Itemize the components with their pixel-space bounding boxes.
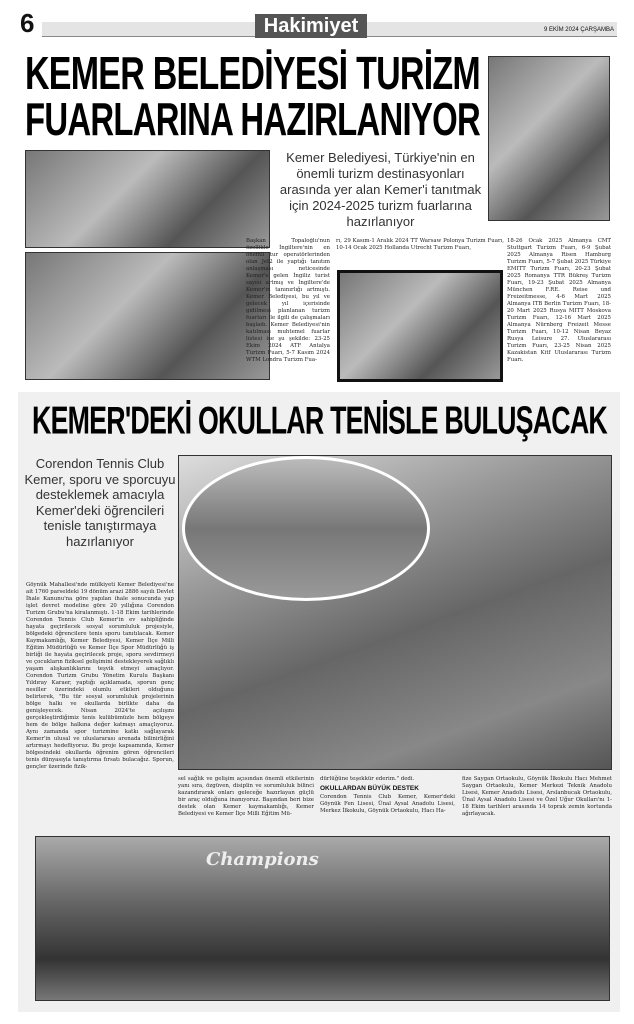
champions-banner-text: Champions — [206, 849, 319, 870]
photo-officials — [337, 270, 503, 382]
article-1-col2: rı, 29 Kasım-1 Aralık 2024 TT Warsaw Polonya Turizm Fuarı, 10-14 Ocak 2025 Hollanda Utrecht Turizm Fuarı, — [336, 238, 504, 251]
headline-2: KEMER'DEKİ OKULLAR TENİSLE BULUŞACAK — [32, 399, 607, 443]
photo-students-group — [35, 836, 610, 1001]
article-2-col3 — [320, 776, 455, 815]
article-1-col1: Başkan Topaloğlu'nun özellikle İngiltere'nin en önemli tur operatörlerinden olan Jet2 ile yaptığı tanıtım anlaşması neticesinde Kemer'e gelen İngiliz turist sayısı artmış ve İngiltere'de Kemer'in tanınırlığı artmıştı. Kemer Belediyesi, bu yıl ve gelecek yıl içerisinde gidilmesi planlanan turizm fuarları ile ilgili de çalışmaları başladı. Kemer Belediyesi'nin katılması muhtemel fuarlar listesi ise şu şekilde: 23-25 Ekim 2024 ATF Antalya Turizm Fuarı, 5-7 Kasım 2024 WTM Londra Turizm Fua- — [246, 238, 330, 363]
article-2-subhead: OKULLARDAN BÜYÜK DESTEK — [320, 785, 419, 792]
photo-courts-inset — [182, 456, 430, 601]
newspaper-logo: Hakimiyet — [255, 14, 367, 38]
page-number: 6 — [20, 8, 35, 38]
headline-1-line2: FUARLARINA HAZIRLANIYOR — [25, 93, 480, 145]
article-1-col3: 18-26 Ocak 2025 Almanya CMT Stuttgart Turizm Fuarı, 6-9 Şubat 2025 Almanya Risen Hamburg Turizm Fuarı, 5-7 Şubat 2025 Türkiye EMITT Turizm Fuarı, 20-23 Şubat 2025 Romanya TTR Bükreş Turizm Fuarı, 19-23 Şubat 2025 Almanya München F.RE. Reise und Freizeitmesse, 4-6 Mart 2025 Almanya ITB Berlin Turizm Fuarı, 18-20 Mart 2025 Rusya MITT Moskova Turizm Fuarı, 12-16 Mart 2025 Almanya Nürnberg Freizeit Messe Turizm Fuarı, 10-12 Nisan Beyaz Rusya Leisure 27. Uluslararası Turizm Fuarı, 23-25 Nisan 2025 Kazakistan Kitf Uluslararası Turizm Fuarı. — [507, 238, 611, 363]
article-2-col3-lead: dürlüğüne teşekkür ederim." dedi. — [320, 776, 415, 782]
article-2-col4: fize Saygan Ortaokulu, Göynük İlkokulu Hacı Mehmet Saygan Ortaokulu, Kemer Merkezi Teknik Anadolu Lisesi, Kemer Anadolu Lisesi, Arslanbucak Ortaokulu, Ünal Aysal Anadolu Lisesi ve Özel Uğur Okulları'nı 1-18 Ekim tarihleri arasında 14 toprak zemin kortunda ağırlayacak. — [462, 776, 612, 817]
photo-mayor-at-fair — [488, 56, 610, 221]
article-2-col2: sel sağlık ve gelişim açısından önemli etkilerinin yanı sıra, özgüven, disiplin ve sorumluluk bilinci kazandırarak onları geleceğe hazırlayan güçlü bir araç olduğuna inanıyoruz. Başından beri bize destek olan Kemer kaymakamlığı, Kemer Belediyesi ve Kemer İlçe Milli Eğitim Mü- — [178, 776, 314, 817]
issue-date: 9 EKİM 2024 ÇARŞAMBA — [543, 27, 614, 33]
headline-1 — [25, 47, 480, 146]
article-1-deck: Kemer Belediyesi, Türkiye'nin en önemli turizm destinasyonları arasında yer alan Kemer'i tanıtmak için 2024-2025 turizm fuarlarına hazırlanıyor — [279, 150, 482, 229]
article-2-deck: Corendon Tennis Club Kemer, sporu ve sporcuyu desteklemek amacıyla Kemer'deki öğrencileri tenisle tanıştırmaya hazırlanıyor — [24, 456, 176, 549]
photo-group-with-poster — [25, 252, 270, 380]
photo-delegation — [25, 150, 270, 248]
article-2-col1: Göynük Mahallesi'nde mülkiyeti Kemer Belediyesi'ne ait 1760 parseldeki 19 dönüm arazi 2886 sayılı Devlet İhale Kanunu'na göre yapılan ihale sonucunda yap işlet devret modeline göre 20 yıllığına Corendon Turizm Grubu'na kiralanmıştı. 1-18 Ekim tarihlerinde Corendon Tennis Club Kemer'in ev sahipliğinde hayata geçirilecek sosyal sorumluluk projesiyle, bölgedeki öğrencilere tenis sporu tanıtılacak. Kemer Kaymakamlığı, Kemer Belediyesi, Kemer İlçe Milli Eğitim Müdürlüğü ve Kemer İlçe Spor Müdürlüğü iş birliği ile hayata geçirilecek proje, sporu sevdirmeyi ve çocukların fiziksel gelişimini destekleyerek sağlıklı yaşam alışkanlıklarını teşvik etmeyi amaçlıyor. Corendon Turizm Grubu Yönetim Kurulu Başkanı Yıldıray Karaer, yaptığı açıklamada, sporun genç nesiller üzerindeki olumlu etkileri olduğunu belirterek, "Bu tür sosyal sorumluluk projelerinin bölge halkı ve okullarda birlikte daha da genişleyecek. Nisan 2024'te açılışını gerçekleştirdiğimiz tenis kulübümüzle hem bölgeye hem de bölge halkına değer katmayı amaçlıyoruz. Aynı zamanda spor turizmine katkı sağlayarak Kemer'in ulusal ve uluslararası arenada bilinirliğini artırmayı hedefliyoruz. Bu proje kapsamında, Kemer bölgesindeki okullarda öğrenim gören öğrencileri tenis dünyasıyla tanıştırma fırsatı bulacağız. Sporun, gençler üzerinde fizik- — [26, 582, 174, 770]
article-2-col3-text: Corendon Tennis Club Kemer, Kemer'deki Göynük Fen Lisesi, Ünal Aysal Anadolu Lisesi, Merkez İlkokulu, Göynük Ortaokulu, Hacı Ha- — [320, 794, 455, 814]
headline-1-line1: KEMER BELEDİYESİ TURİZM — [25, 47, 480, 99]
